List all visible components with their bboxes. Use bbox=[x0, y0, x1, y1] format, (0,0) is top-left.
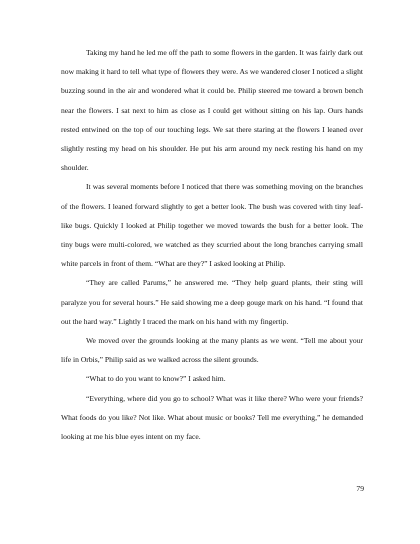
paragraph-5: “What to do you want to know?” I asked him. bbox=[86, 374, 226, 384]
page-number: 79 bbox=[356, 484, 364, 493]
paragraph-3: “They are called Parums,” he answered me. “They help guard plants, their sting will paralyze you for several hours.” He said showing me a deep gouge mark on his hand. “I found that out the hard way.” Lightly I traced the mark on his hand with my fingertip. bbox=[61, 278, 363, 326]
paragraph-4: We moved over the grounds looking at the many plants as we went. “Tell me about your life in Orbis,” Philip said as we walked across the silent grounds. bbox=[61, 336, 363, 365]
body-text bbox=[61, 43, 363, 446]
paragraph-6: “Everything, where did you go to school? What was it like there? Who were your friends? What foods do you like? Not like. What about music or books? Tell me everything,” he demanded looking at me his blue eyes intent on my face. bbox=[61, 393, 363, 442]
paragraph-2: It was several moments before I noticed that there was something moving on the branches of the flowers. I leaned forward slightly to get a better look. The bush was covered with tiny leaf-like bugs. Quickly I looked at Philip together we moved towards the bush for a better look. The tiny bugs were multi-colored, we watched as they scurried about the long branches carrying small white parcels in front of them. “What are they?” I asked looking at Philip. bbox=[61, 182, 363, 269]
paragraph-1: Taking my hand he led me off the path to some flowers in the garden. It was fairly dark out now making it hard to tell what type of flowers they were. As we wandered closer I noticed a slight buzzing sound in the air and wondered what it could be. Philip steered me toward a brown bench near the flowers. I sat next to him as close as I could get without sitting on his lap. Ours hands rested entwined on the top of our touching legs. We sat there staring at the flowers I leaned over slightly resting my head on his shoulder. He put his arm around my neck resting his hand on my shoulder. bbox=[61, 48, 363, 173]
